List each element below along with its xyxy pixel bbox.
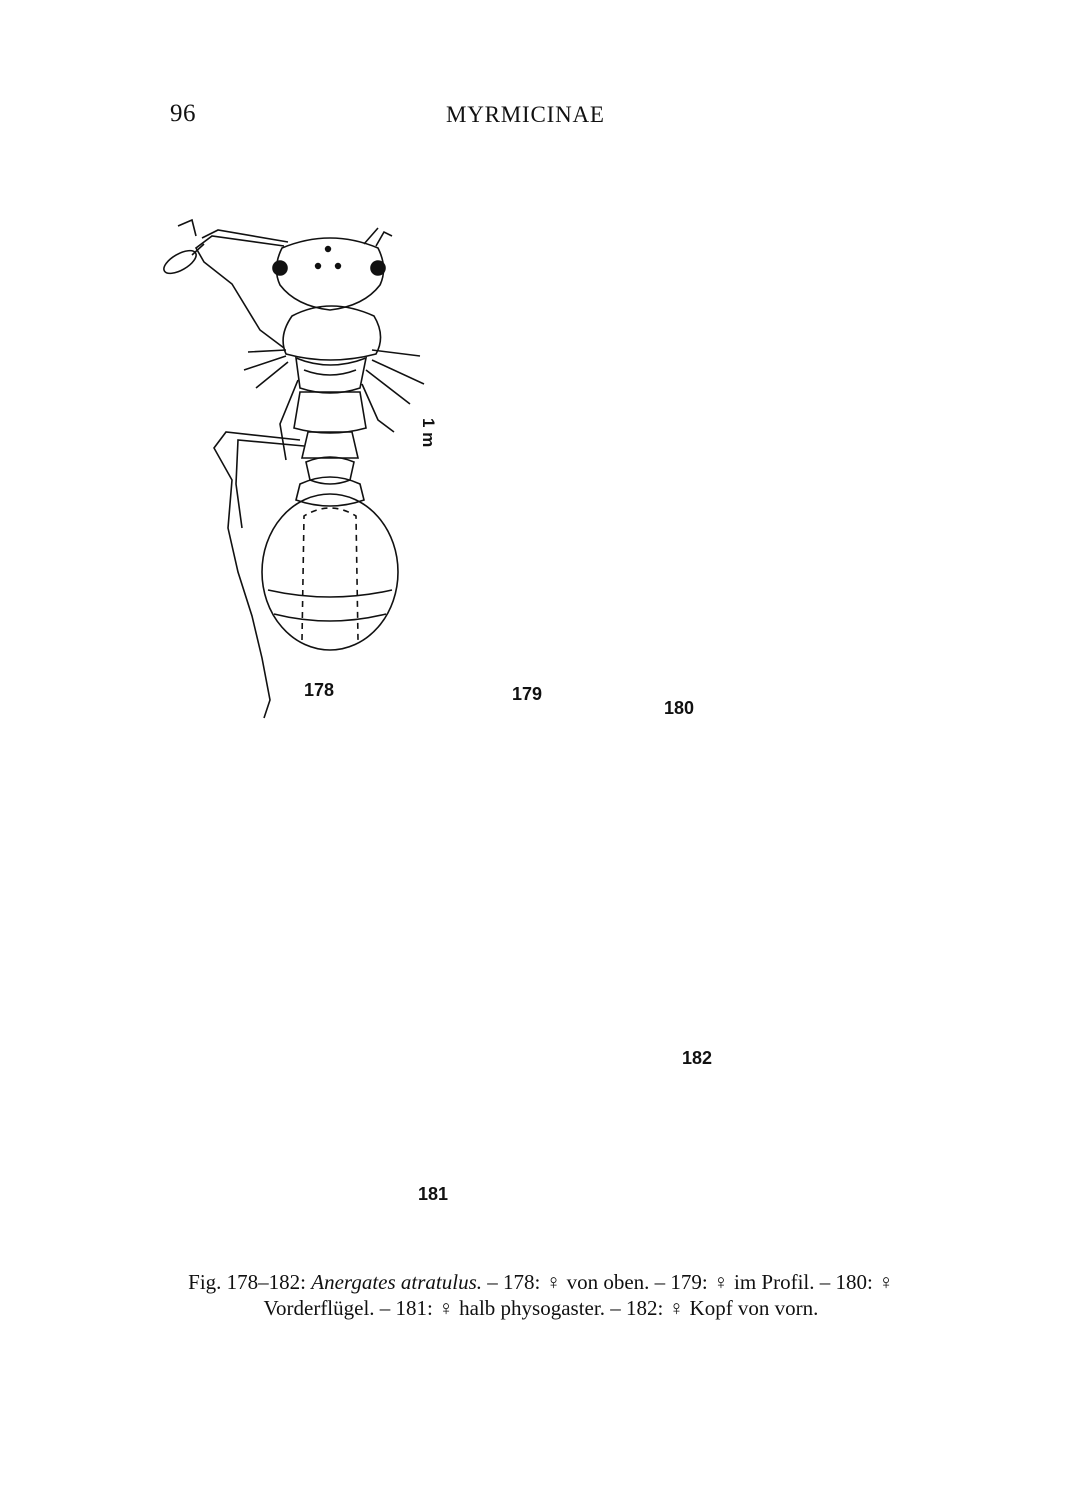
figure-number-181: 181 (418, 1184, 449, 1204)
scale-bar-label: 1 m (419, 418, 438, 448)
running-head: MYRMICINAE (446, 102, 605, 127)
figure-number-182: 182 (682, 1048, 713, 1068)
figure-number-178: 178 (304, 680, 335, 700)
page-number: 96 (170, 100, 196, 127)
figure-number-180: 180 (664, 698, 695, 718)
caption-line1-rest: – 178: ♀ von oben. – 179: ♀ im Profil. – 180: ♀ (482, 1270, 894, 1294)
caption-line-2: Vorderflügel. – 181: ♀ halb physogaster. – 182: ♀ Kopf von vorn. (263, 1296, 819, 1320)
figure-number-179: 179 (512, 684, 543, 704)
caption-species: Anergates atratulus. (311, 1270, 482, 1294)
fig-178-drawing (160, 220, 424, 718)
caption-line-1 (160, 1269, 922, 1295)
figure-caption (160, 1269, 922, 1321)
caption-prefix: Fig. 178–182: (188, 1270, 312, 1294)
